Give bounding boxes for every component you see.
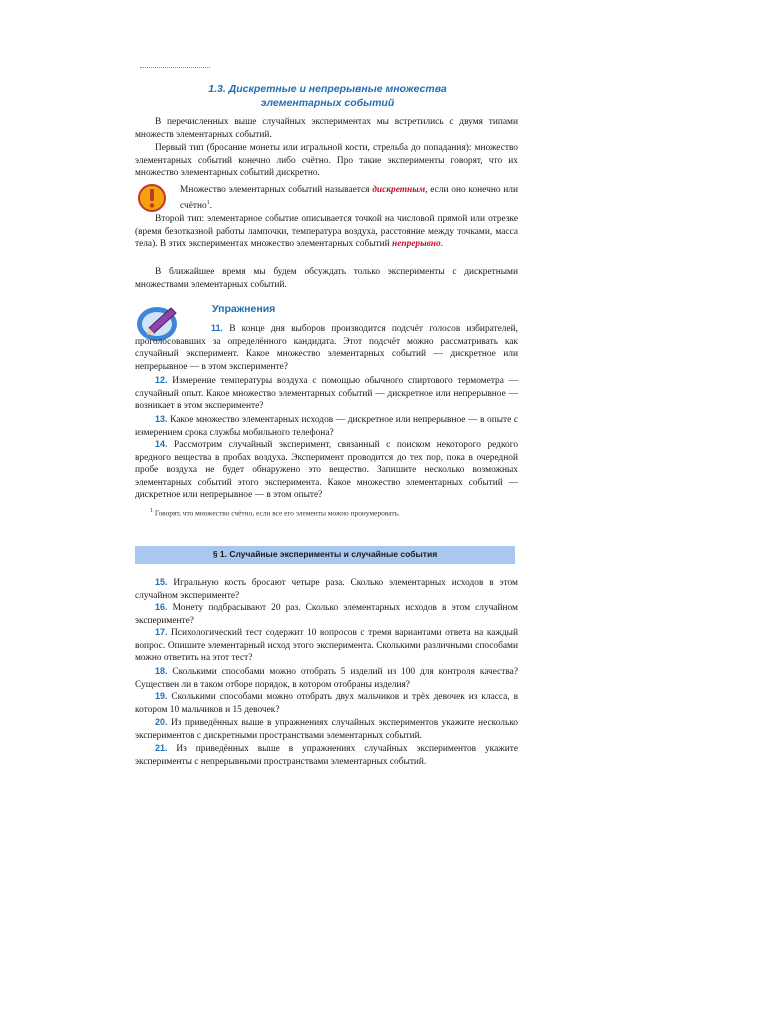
paragraph-second-type	[135, 213, 518, 251]
exercise-text: Монету подбрасывают 20 раз. Сколько элементарных исходов в этом случайном эксперименте?	[135, 603, 518, 626]
exercise-number: 14.	[155, 439, 168, 449]
exercise-15	[135, 576, 518, 602]
paragraph-intro: В перечисленных выше случайных экспериментах мы встретились с двумя типами множеств элементарных событий.	[135, 117, 518, 140]
exercise-number: 21.	[155, 743, 168, 753]
exercise-number: 18.	[155, 666, 168, 676]
exercise-14	[135, 438, 518, 502]
exercise-number: 15.	[155, 577, 168, 587]
exercise-text: Игральную кость бросают четыре раза. Сколько элементарных исходов в этом случайном эксперименте?	[135, 578, 518, 601]
chapter-band-label: § 1. Случайные эксперименты и случайные события	[212, 549, 438, 559]
exercise-number: 11.	[211, 323, 224, 333]
definition-text-pre: Множество элементарных событий называется	[180, 185, 373, 195]
definition-discrete: Множество элементарных событий называется дискретным, если оно конечно или счётно$^1$.	[180, 185, 518, 211]
exercise-text: Измерение температуры воздуха с помощью обычного спиртового термометра — случайный опыт. Какое множество элементарных событий — дискретное или непрерывное — возникает в этом эксперименте?	[135, 376, 519, 412]
exercise-18	[135, 665, 518, 691]
footnote-ref: 1	[206, 199, 210, 206]
footnote-marker: 1	[150, 508, 153, 514]
exercise-text: Психологический тест содержит 10 вопросов с тремя вариантами ответа на каждый вопрос. Опишите элементарный исход этого эксперимента. Сколькими различными способами можно ответить на этот тест?	[135, 628, 518, 664]
term-discrete: дискретным	[372, 185, 426, 195]
section-title-line2: элементарных событий	[260, 97, 395, 109]
exercise-number: 16.	[155, 602, 168, 612]
definition-text-post: , если оно конечно или счётно	[180, 185, 518, 211]
exercise-number: 12.	[155, 375, 168, 385]
exercise-text: Какое множество элементарных исходов — дискретное или непрерывное — в опыте с измерением срока службы мобильного телефона?	[135, 415, 519, 438]
paragraph-first-type: Первый тип (бросание монеты или игральной кости, стрельба до попадания): множество элементарных событий конечно либо счётно. Про такие эксперименты говорят, что их множество элементарных событий дискретно.	[135, 143, 518, 179]
exercise-number: 19.	[155, 691, 168, 701]
chapter-band	[135, 546, 515, 564]
exercise-19	[135, 690, 518, 716]
term-continuous: непрерывно	[391, 239, 441, 250]
exercise-number: 13.	[155, 414, 168, 424]
exercise-13	[135, 413, 518, 439]
second-type-text-post: .	[440, 239, 444, 250]
exercise-number: 20.	[155, 717, 168, 727]
exercise-17	[135, 626, 518, 665]
exercise-16	[135, 601, 518, 627]
page-header-mark	[140, 67, 210, 69]
exercise-12	[135, 374, 518, 413]
exercise-11	[135, 322, 518, 373]
exercise-text: Сколькими способами можно отобрать двух мальчиков и трёх девочек из класса, в котором 10 мальчиков и 15 девочек?	[135, 692, 518, 715]
second-type-text-pre: Второй тип: элементарное событие описывается точкой на числовой прямой или отрезке (время безотказной работы лампочки, температура воздуха, расстояние между точками, масса тела). В этих экспериментах множество элементарных событий	[135, 214, 518, 250]
exercise-text: Из приведённых выше в упражнениях случайных экспериментов укажите несколько экспериментов с дискретными пространствами элементарных событий.	[135, 718, 518, 741]
footnote	[150, 508, 400, 517]
exercise-20	[135, 716, 518, 742]
exercise-text: Рассмотрим случайный эксперимент, связанный с поиском некоторого редкого вредного вещества в пробах воздуха. Эксперимент проводится до тех пор, пока в очередной пробе воздуха не будет обнаружено это вещество. Запишите несколько возможных элементарных событий этого эксперимента. Какое множество элементарных событий — дискретное или непрерывное — в этом опыте?	[135, 440, 519, 501]
footnote-text: Говорят, что множество счётно, если все его элементы можно пронумеровать.	[154, 508, 400, 518]
exercise-21	[135, 742, 518, 768]
exercises-title: Упражнения	[212, 303, 276, 315]
paragraph-upcoming: В ближайшее время мы будем обсуждать только эксперименты с дискретными множествами элементарных событий.	[135, 267, 518, 290]
exclamation-warning-icon	[137, 183, 167, 213]
exercise-text: Сколькими способами можно отобрать 5 изделий из 100 для контроля качества? Существен ли в таком отборе порядок, в котором отобраны изделия?	[135, 667, 519, 690]
section-title-line1: 1.3. Дискретные и непрерывные множества	[208, 83, 447, 95]
exercise-text: Из приведённых выше в упражнениях случайных экспериментов укажите эксперименты с непрерывными пространствами элементарных событий.	[135, 744, 518, 767]
exercise-number: 17.	[155, 627, 168, 637]
exercise-text: В конце дня выборов производится подсчёт голосов избирателей, проголосовавших за определённого кандидата. Этот подсчёт можно рассматривать как случайный эксперимент. Какое множество элементарных событий — дискретное или непрерывное — в этом эксперименте?	[135, 324, 519, 372]
